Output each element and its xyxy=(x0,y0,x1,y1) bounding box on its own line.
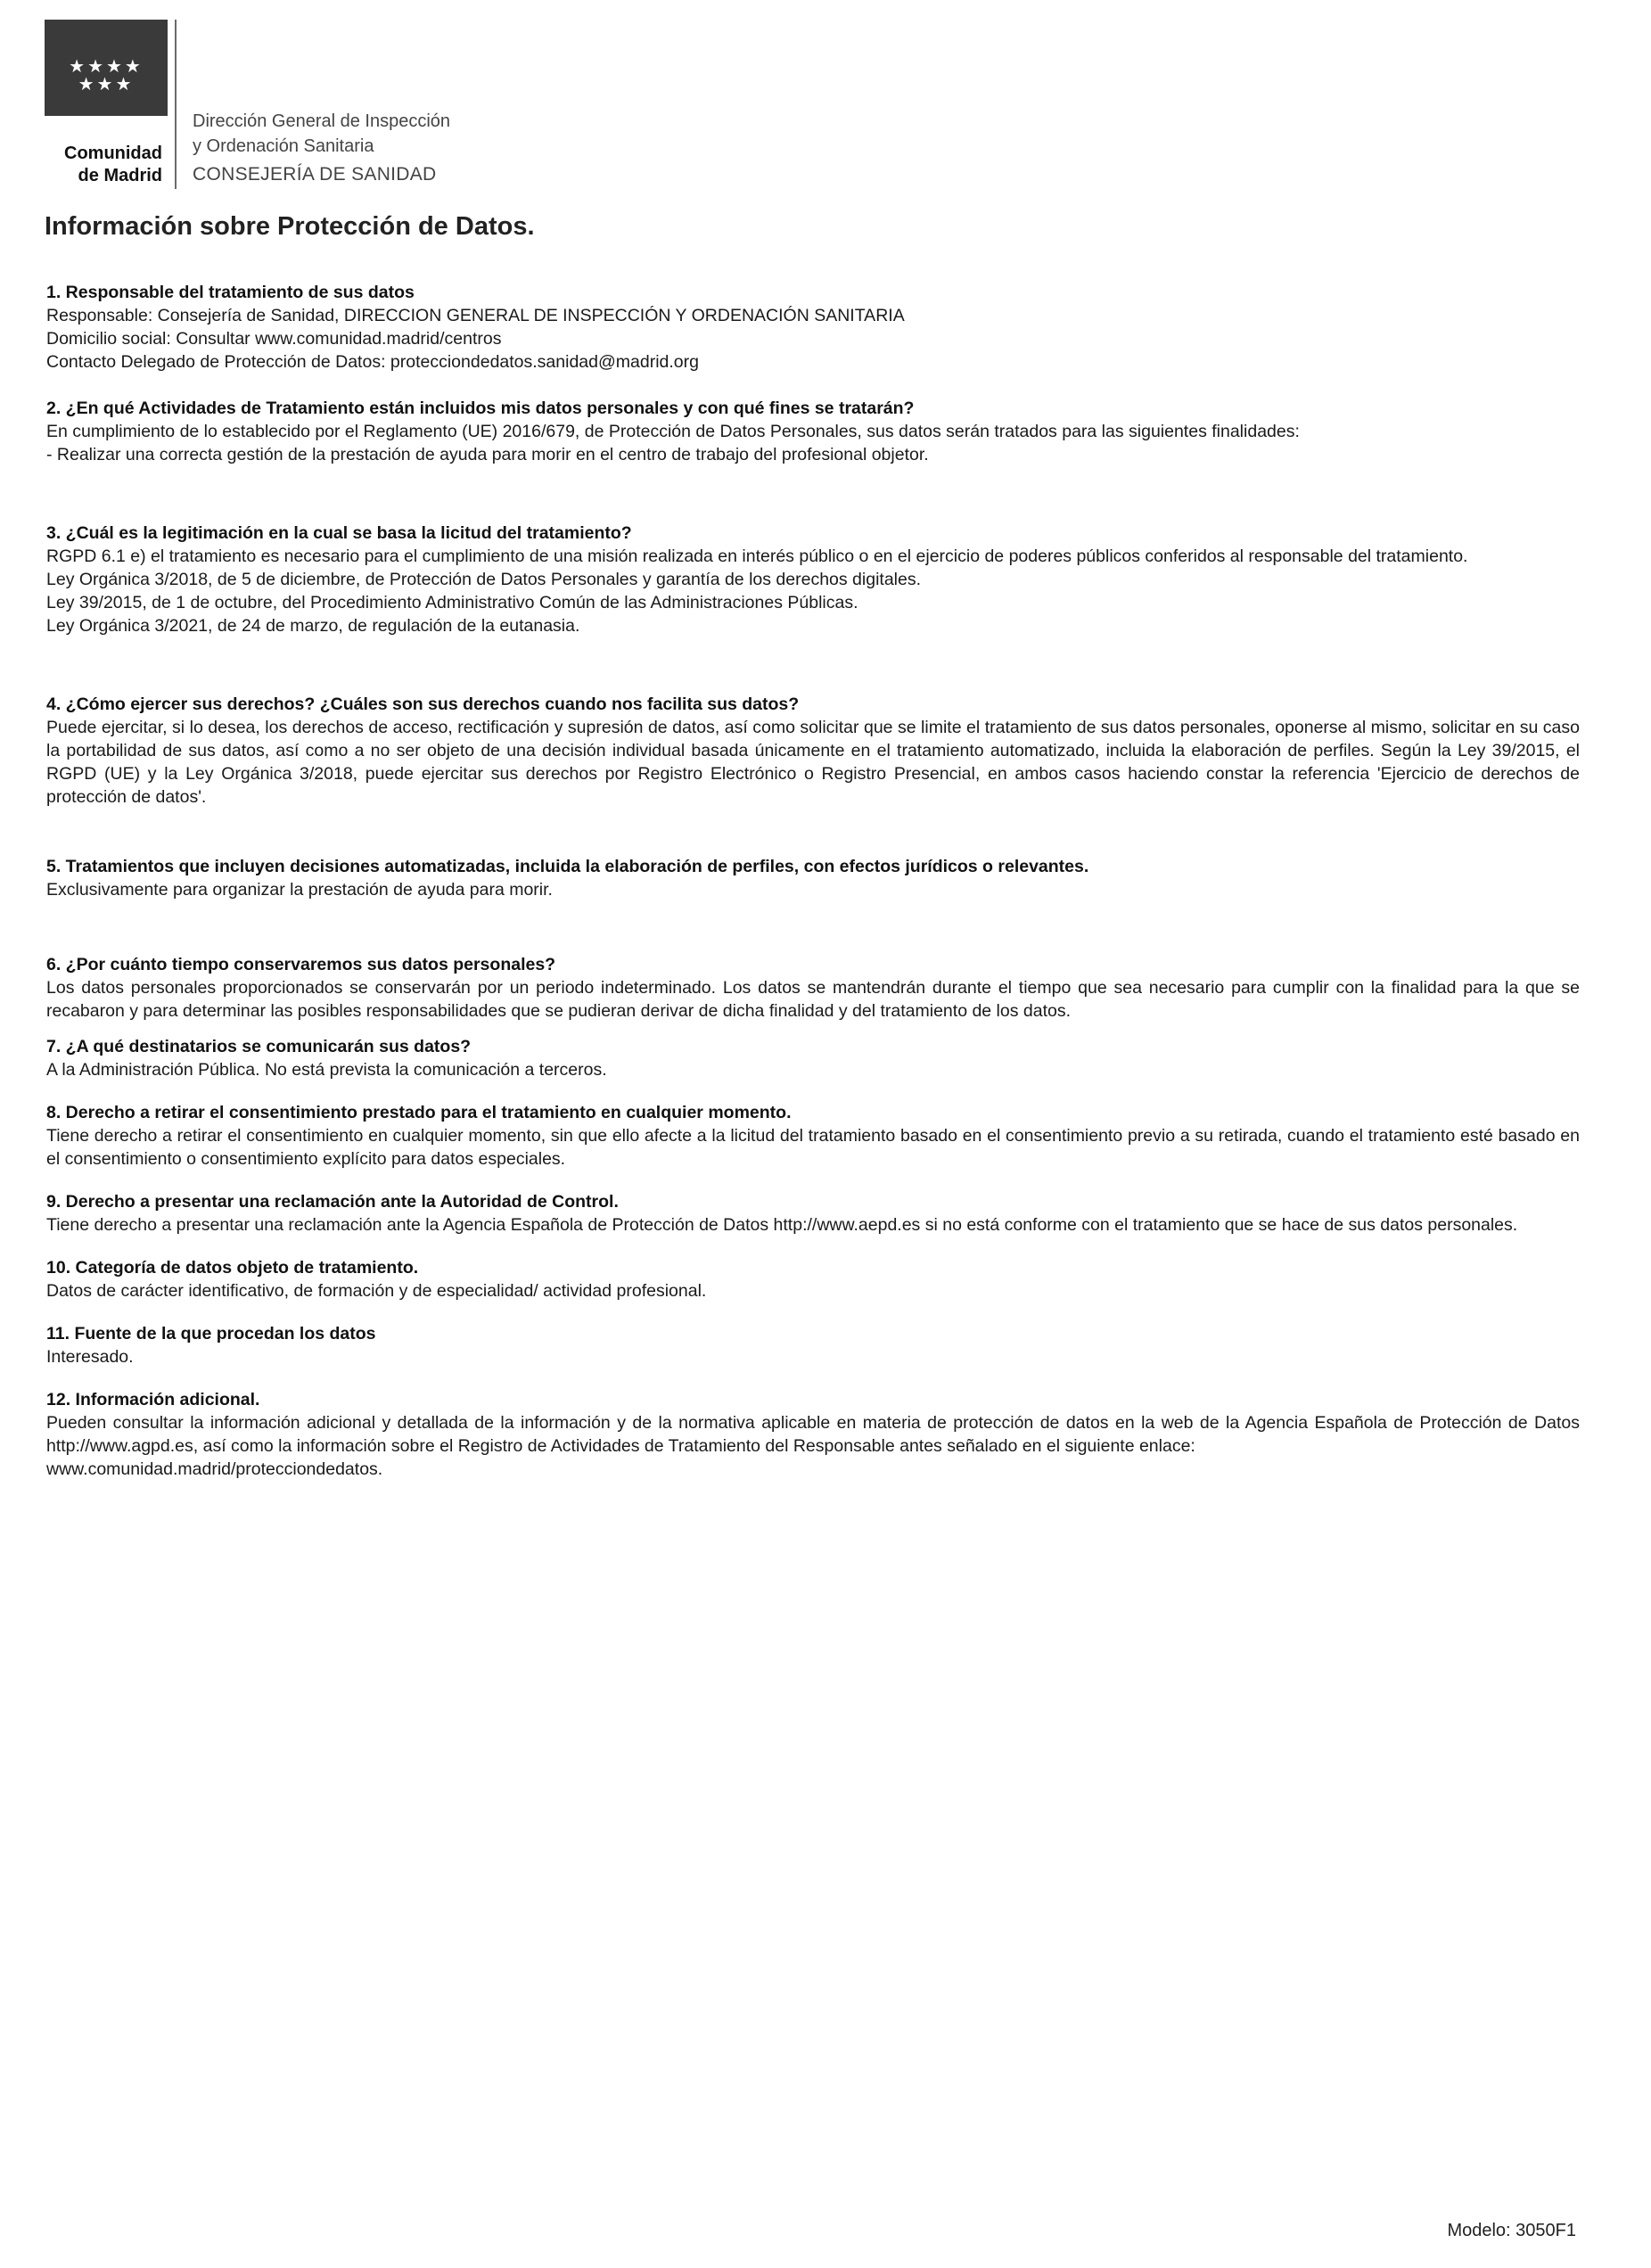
section-text: Exclusivamente para organizar la prestación de ayuda para morir. xyxy=(46,880,553,900)
org-name xyxy=(45,143,162,187)
section-3 xyxy=(46,522,1580,637)
section-text: - Realizar una correcta gestión de la prestación de ayuda para morir en el centro de trabajo del profesional objetor. xyxy=(46,445,929,464)
document-header xyxy=(45,20,669,193)
section-text: Ley Orgánica 3/2018, de 5 de diciembre, de Protección de Datos Personales y garantía de los derechos digitales. xyxy=(46,570,922,589)
section-heading: 5. Tratamientos que incluyen decisiones automatizadas, incluida la elaboración de perfiles, con efectos jurídicos o relevantes. xyxy=(46,857,1089,876)
consejeria-name: CONSEJERÍA DE SANIDAD xyxy=(193,164,437,185)
section-text: Ley 39/2015, de 1 de octubre, del Procedimiento Administrativo Común de las Administraciones Públicas. xyxy=(46,593,858,612)
section-6 xyxy=(46,953,1580,1023)
section-12 xyxy=(46,1388,1580,1481)
section-text: A la Administración Pública. No está prevista la comunicación a terceros. xyxy=(46,1060,607,1080)
section-text: Domicilio social: Consultar www.comunidad.madrid/centros xyxy=(46,329,502,349)
section-heading: 6. ¿Por cuánto tiempo conservaremos sus datos personales? xyxy=(46,955,556,974)
section-text: Tiene derecho a presentar una reclamación ante la Agencia Española de Protección de Datos http://www.aepd.es si no está conforme con el tratamiento que se hace de sus datos personales. xyxy=(46,1215,1518,1235)
section-4 xyxy=(46,693,1580,809)
section-heading: 10. Categoría de datos objeto de tratamiento. xyxy=(46,1258,419,1278)
section-7 xyxy=(46,1035,1580,1081)
star-icons: ★★★★ ★★★ xyxy=(69,55,144,94)
section-heading: 8. Derecho a retirar el consentimiento prestado para el tratamiento en cualquier momento. xyxy=(46,1103,792,1122)
section-text: Los datos personales proporcionados se conservarán por un periodo indeterminado. Los datos se mantendrán durante el tiempo que sea necesario para cumplir con la finalidad para la que se recabaron y para determinar las posibles responsabilidades que se pudieran derivar de dicha finalidad y del tratamiento de los datos. xyxy=(46,978,1580,1021)
section-heading: 2. ¿En qué Actividades de Tratamiento están incluidos mis datos personales y con qué fines se tratarán? xyxy=(46,399,915,418)
department-block xyxy=(193,109,450,187)
org-name-line2: de Madrid xyxy=(78,166,162,185)
comunidad-madrid-logo xyxy=(45,20,168,116)
section-11 xyxy=(46,1322,1580,1368)
section-heading: 7. ¿A qué destinatarios se comunicarán sus datos? xyxy=(46,1037,472,1056)
section-heading: 4. ¿Cómo ejercer sus derechos? ¿Cuáles son sus derechos cuando nos facilita sus datos? xyxy=(46,694,800,714)
header-divider xyxy=(175,20,177,189)
section-heading: 3. ¿Cuál es la legitimación en la cual se basa la licitud del tratamiento? xyxy=(46,523,632,543)
dept-line2: y Ordenación Sanitaria xyxy=(193,136,374,156)
section-heading: 12. Información adicional. xyxy=(46,1390,260,1409)
section-text: Ley Orgánica 3/2021, de 24 de marzo, de regulación de la eutanasia. xyxy=(46,616,580,636)
section-2 xyxy=(46,397,1580,466)
section-8 xyxy=(46,1101,1580,1171)
section-text: Interesado. xyxy=(46,1347,134,1367)
section-5 xyxy=(46,855,1580,901)
section-text: RGPD 6.1 e) el tratamiento es necesario para el cumplimiento de una misión realizada en interés público o en el ejercicio de poderes públicos conferidos al responsable del tratamiento. xyxy=(46,546,1468,566)
document-body xyxy=(46,281,1580,1481)
section-text: Pueden consultar la información adicional y detallada de la información y de la normativa aplicable en materia de protección de datos en la web de la Agencia Española de Protección de Datos http://www.agpd.es, así como la información sobre el Registro de Actividades de Tratamiento del Responsable antes señalado en el siguiente enlace: xyxy=(46,1413,1580,1456)
section-text: Contacto Delegado de Protección de Datos: protecciondedatos.sanidad@madrid.org xyxy=(46,352,699,372)
section-text: Puede ejercitar, si lo desea, los derechos de acceso, rectificación y supresión de datos, así como solicitar que se limite el tratamiento de sus datos personales, oponerse al mismo, solicitar en su caso la portabilidad de sus datos, así como a no ser objeto de una decisión individual basada únicamente en el tratamiento automatizado, incluida la elaboración de perfiles. Según la Ley 39/2015, el RGPD (UE) y la Ley Orgánica 3/2018, puede ejercitar sus derechos por Registro Electrónico o Registro Presencial, en ambos casos haciendo constar la referencia 'Ejercicio de derechos de protección de datos'. xyxy=(46,718,1580,807)
section-text: En cumplimiento de lo establecido por el Reglamento (UE) 2016/679, de Protección de Datos Personales, sus datos serán tratados para las siguientes finalidades: xyxy=(46,422,1300,441)
section-10 xyxy=(46,1256,1580,1302)
dept-line1: Dirección General de Inspección xyxy=(193,111,451,131)
section-text: Responsable: Consejería de Sanidad, DIRECCION GENERAL DE INSPECCIÓN Y ORDENACIÓN SANITARIA xyxy=(46,306,905,325)
section-1 xyxy=(46,281,1580,374)
section-text: www.comunidad.madrid/protecciondedatos. xyxy=(46,1459,383,1479)
section-text: Tiene derecho a retirar el consentimiento en cualquier momento, sin que ello afecte a la licitud del tratamiento basado en el consentimiento previo a su retirada, cuando el tratamiento esté basado en el consentimiento o consentimiento explícito para datos especiales. xyxy=(46,1126,1580,1169)
section-text: Datos de carácter identificativo, de formación y de especialidad/ actividad profesional. xyxy=(46,1281,707,1301)
section-9 xyxy=(46,1190,1580,1237)
org-name-line1: Comunidad xyxy=(64,144,162,163)
document-title: Información sobre Protección de Datos. xyxy=(45,212,535,241)
section-heading: 11. Fuente de la que procedan los datos xyxy=(46,1324,376,1344)
model-number: Modelo: 3050F1 xyxy=(1447,2221,1576,2240)
section-heading: 1. Responsable del tratamiento de sus datos xyxy=(46,283,415,302)
section-heading: 9. Derecho a presentar una reclamación ante la Autoridad de Control. xyxy=(46,1192,619,1212)
